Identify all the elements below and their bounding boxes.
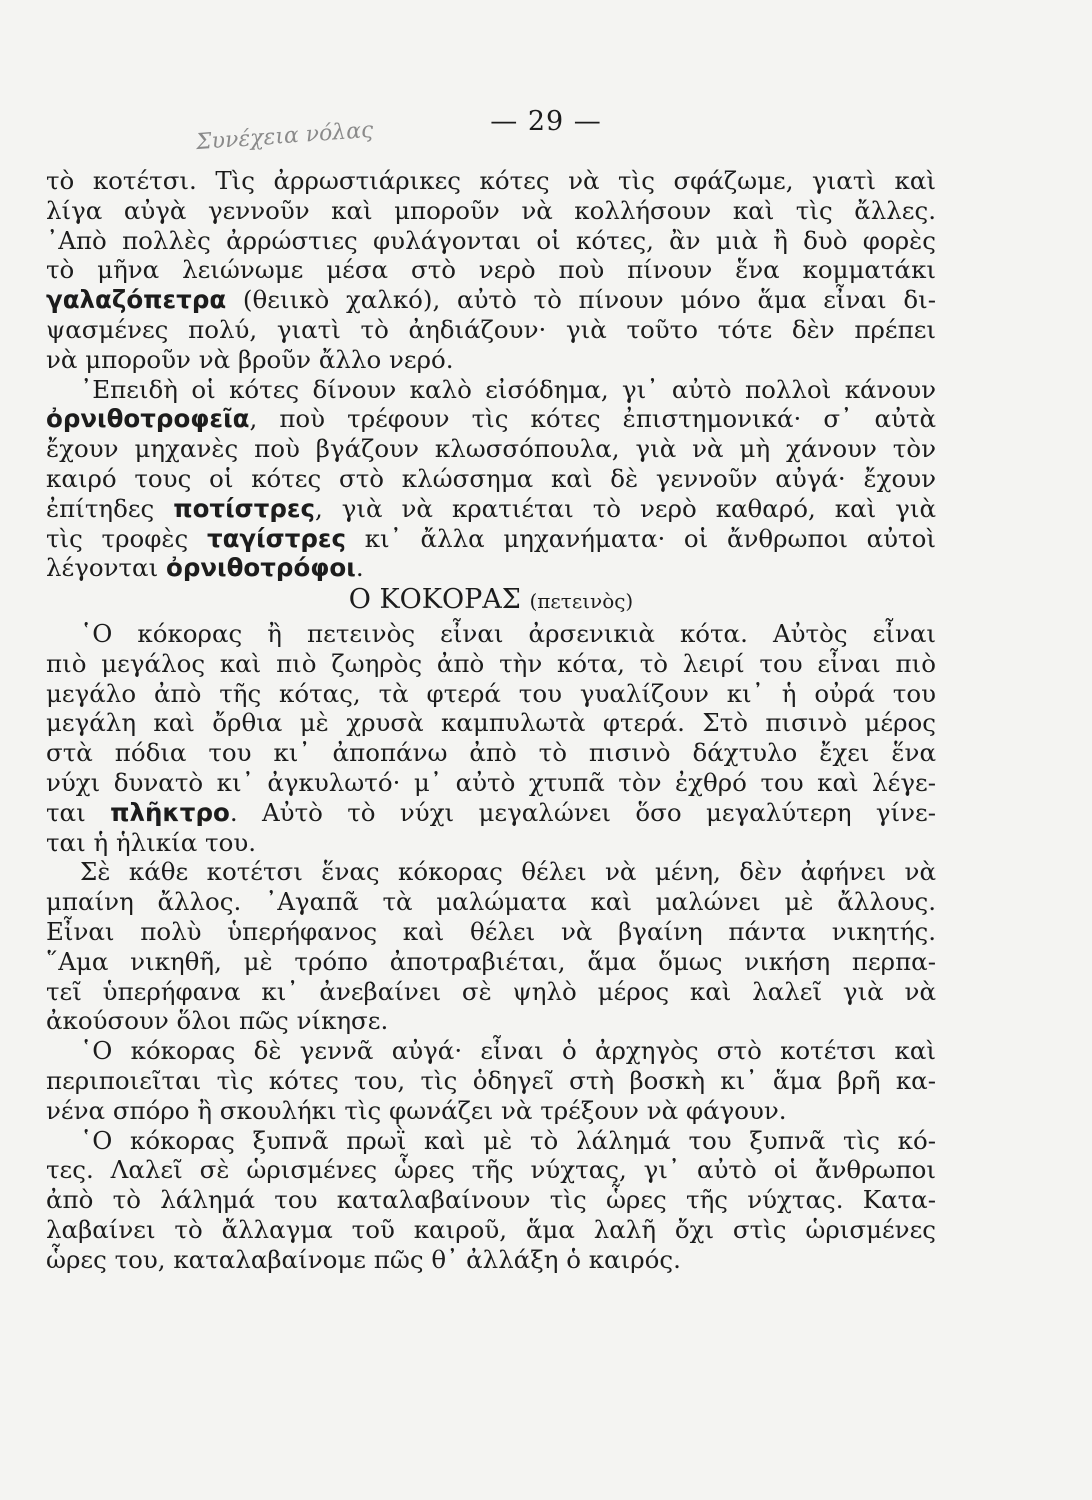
text-line (46, 464, 936, 494)
text-line (46, 1036, 936, 1066)
text-line (46, 887, 936, 917)
text-line (46, 738, 936, 768)
text-line (46, 196, 936, 226)
text-line (46, 375, 936, 405)
line-text-after: . (355, 553, 364, 583)
text-line (46, 1126, 936, 1156)
text-line (46, 857, 936, 887)
handwritten-note: Συνέχεια νόλας (195, 117, 375, 156)
line-text: τεῖ ὑπερήφανα κι᾿ ἀνεβαίνει σὲ ψηλὸ μέρος καὶ λαλεῖ γιὰ νὰ (46, 976, 936, 1006)
bold-term: γαλαζόπετρα (46, 285, 227, 315)
text-line (46, 828, 936, 858)
text-line (46, 553, 936, 583)
line-text: καιρό τους οἱ κότες στὸ κλώσσημα καὶ δὲ γεννοῦν αὐγά· ἔχουν (46, 463, 936, 493)
text-line (46, 917, 936, 947)
text-line (46, 1155, 936, 1185)
line-text: ψασμένες πολύ, γιατὶ τὸ ἀηδιάζουν· γιὰ τοῦτο τότε δὲν πρέπει (46, 314, 936, 344)
line-text: ἐπίτηδες (46, 493, 174, 523)
line-text: λίγα αὐγὰ γεννοῦν καὶ μποροῦν νὰ κολλήσουν καὶ τὶς ἄλλες. (46, 195, 936, 225)
line-text-after: , ποὺ τρέφουν τὶς κότες ἐπιστημονικά· σ᾿ αὐτὰ (249, 404, 936, 434)
line-text: Σὲ κάθε κοτέτσι ἕνας κόκορας θέλει νὰ μένη, δὲν ἀφήνει νὰ (80, 857, 936, 887)
line-text: ῾Ο κόκορας ἢ πετεινὸς εἶναι ἀρσενικιὰ κότα. Αὐτὸς εἶναι (80, 618, 936, 648)
text-line (46, 345, 936, 375)
bold-term: πλῆκτρο (110, 797, 230, 827)
body-text (46, 166, 936, 1274)
line-text: περιποιεῖται τὶς κότες του, τὶς ὁδηγεῖ στὴ βοσκὴ κι᾿ ἅμα βρῆ κα- (46, 1065, 936, 1095)
line-text-after: . Αὐτὸ τὸ νύχι μεγαλώνει ὅσο μεγαλύτερη γίνε- (229, 797, 936, 827)
text-line (46, 1066, 936, 1096)
text-line (46, 226, 936, 256)
page-number: — 29 — (490, 106, 602, 137)
line-text: μεγάλη καὶ ὄρθια μὲ χρυσὰ καμπυλωτὰ φτερά. Στὸ πισινὸ μέρος (46, 708, 936, 738)
line-text: ἔχουν μηχανὲς ποὺ βγάζουν κλωσσόπουλα, γιὰ νὰ μὴ χάνουν τὸν (46, 434, 936, 464)
text-line (46, 166, 936, 196)
heading-subtitle: (πετεινὸς) (529, 589, 634, 614)
text-line (46, 708, 936, 738)
line-text: πιὸ μεγάλος καὶ πιὸ ζωηρὸς ἀπὸ τὴν κότα, τὸ λειρί του εἶναι πιὸ (46, 648, 936, 678)
text-line (46, 798, 936, 828)
text-line (46, 1096, 936, 1126)
line-text: νένα σπόρο ἢ σκουλήκι τὶς φωνάζει νὰ τρέξουν νὰ φάγουν. (46, 1095, 787, 1125)
bold-term: ὀρνιθοτροφεῖα (46, 404, 250, 434)
line-text: μεγάλο ἀπὸ τῆς κότας, τὰ φτερά του γυαλίζουν κι᾿ ἡ οὐρά του (46, 678, 936, 708)
text-line (46, 255, 936, 285)
text-line (46, 768, 936, 798)
line-text: νὰ μποροῦν νὰ βροῦν ἄλλο νερό. (46, 344, 454, 374)
section-heading (46, 585, 936, 617)
line-text-after: κι᾿ ἄλλα μηχανήματα· οἱ ἄνθρωποι αὐτοὶ (346, 523, 936, 553)
line-text: ῾Ο κόκορας ξυπνᾶ πρωῒ καὶ μὲ τὸ λάλημά του ξυπνᾶ τὶς κό- (80, 1125, 936, 1155)
line-text: ᾿Επειδὴ οἱ κότες δίνουν καλὸ εἰσόδημα, γι᾿ αὐτὸ πολλοὶ κάνουν (80, 374, 936, 404)
heading-title: Ο ΚΟΚΟΡΑΣ (348, 584, 521, 616)
bold-term: ποτίστρες (173, 493, 316, 523)
line-text: ἀκούσουν ὅλοι πῶς νίκησε. (46, 1006, 389, 1036)
text-line (46, 1185, 936, 1215)
paragraphs-chickens (46, 166, 936, 583)
line-text: τὸ μῆνα λειώνωμε μέσα στὸ νερὸ ποὺ πίνουν ἕνα κομματάκι (46, 255, 936, 285)
text-line (46, 649, 936, 679)
text-line (46, 947, 936, 977)
line-text: λαβαίνει τὸ ἄλλαγμα τοῦ καιροῦ, ἅμα λαλῆ ὄχι στὶς ὡρισμένες (46, 1214, 936, 1244)
line-text: λέγονται (46, 553, 166, 583)
line-text: ται ἡ ἡλικία του. (46, 827, 257, 857)
line-text: τες. Λαλεῖ σὲ ὡρισμένες ὧρες τῆς νύχτας, γι᾿ αὐτὸ οἱ ἄνθρωποι (46, 1155, 936, 1185)
line-text-after: (θειικὸ χαλκό), αὐτὸ τὸ πίνουν μόνο ἅμα εἶναι δι- (226, 285, 936, 315)
bold-term: ταγίστρες (206, 523, 347, 553)
text-line (46, 285, 936, 315)
line-text: ται (46, 797, 111, 827)
line-text: μπαίνη ἄλλος. ᾿Αγαπᾶ τὰ μαλώματα καὶ μαλώνει μὲ ἄλλους. (46, 887, 936, 917)
paragraphs-rooster (46, 619, 936, 1275)
line-text: στὰ πόδια του κι᾿ ἀποπάνω ἀπὸ τὸ πισινὸ δάχτυλο ἔχει ἕνα (46, 738, 936, 768)
text-line (46, 1006, 936, 1036)
text-line (46, 619, 936, 649)
line-text: ὧρες του, καταλαβαίνομε πῶς θ᾿ ἀλλάξη ὁ καιρός. (46, 1244, 681, 1274)
line-text: ῾Ο κόκορας δὲ γεννᾶ αὐγά· εἶναι ὁ ἀρχηγὸς στὸ κοτέτσι καὶ (80, 1036, 936, 1066)
line-text: τὶς τροφὲς (46, 523, 207, 553)
line-text: Εἶναι πολὺ ὑπερήφανος καὶ θέλει νὰ βγαίνη πάντα νικητής. (46, 916, 936, 946)
text-line (46, 315, 936, 345)
line-text: ᾿Απὸ πολλὲς ἀρρώστιες φυλάγονται οἱ κότες, ἂν μιὰ ἢ δυὸ φορὲς (46, 225, 936, 255)
line-text: νύχι δυνατὸ κι᾿ ἀγκυλωτό· μ᾿ αὐτὸ χτυπᾶ τὸν ἐχθρό του καὶ λέγε- (46, 767, 936, 797)
text-line (46, 1215, 936, 1245)
line-text: τὸ κοτέτσι. Τὶς ἀρρωστιάρικες κότες νὰ τὶς σφάζωμε, γιατὶ καὶ (46, 166, 936, 195)
text-line (46, 434, 936, 464)
line-text: ῞Αμα νικηθῆ, μὲ τρόπο ἀποτραβιέται, ἅμα ὅμως νικήση περπα- (46, 946, 936, 976)
text-line (46, 977, 936, 1007)
bold-term: ὀρνιθοτρόφοι (166, 553, 356, 583)
line-text: ἀπὸ τὸ λάλημά του καταλαβαίνουν τὶς ὧρες τῆς νύχτας. Κατα- (46, 1185, 936, 1215)
text-line (46, 524, 936, 554)
text-line (46, 1245, 936, 1275)
text-line (46, 404, 936, 434)
line-text-after: , γιὰ νὰ κρατιέται τὸ νερὸ καθαρό, καὶ γιὰ (315, 493, 936, 523)
text-line (46, 679, 936, 709)
text-line (46, 494, 936, 524)
